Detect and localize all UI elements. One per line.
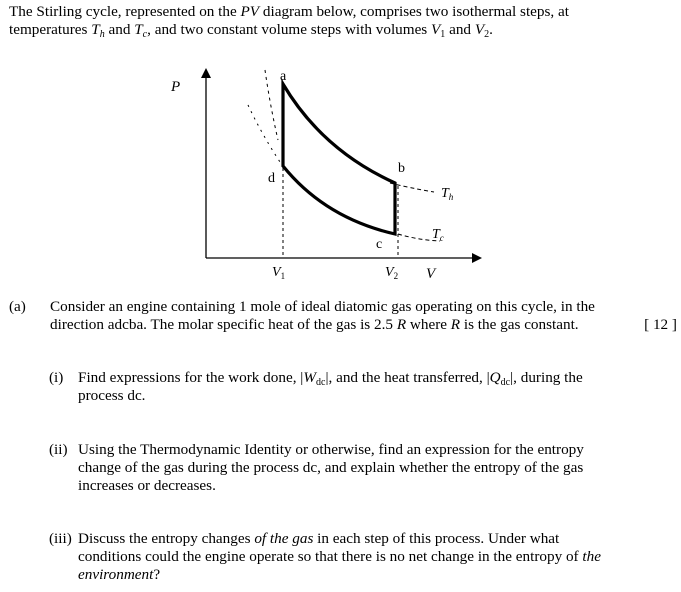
th-symbol: T xyxy=(91,21,100,38)
v1-label: $V_1$ xyxy=(272,265,286,281)
intro-line-2: temperatures $T_h$ and $T_c$, and two constant volume steps with volumes $V_1$ and $V_2$. xyxy=(9,21,493,40)
intro-line-1: The Stirling cycle, represented on the PV diagram below, comprises two isothermal steps, at xyxy=(9,3,569,20)
marks-badge: [ 12 ] xyxy=(644,316,677,333)
axis-p-label: P xyxy=(171,79,181,95)
point-b-label: b xyxy=(398,161,405,176)
v2-label: $V_2$ xyxy=(385,265,399,281)
p-axis-arrow xyxy=(201,68,211,78)
point-d-label: d xyxy=(268,171,275,186)
tc-lower-extension xyxy=(248,105,282,165)
tc-symbol: T xyxy=(134,21,143,38)
tc-label: $T_c$ xyxy=(432,227,444,243)
axis-v-label: V xyxy=(426,266,436,282)
pv-italic: PV xyxy=(240,3,260,20)
v2-symbol: V xyxy=(474,21,485,38)
v-axis-arrow xyxy=(472,253,482,263)
v1-symbol: V xyxy=(431,21,441,38)
point-c-label: c xyxy=(376,237,383,252)
th-label: $T_h$ xyxy=(441,186,454,202)
tc-isotherm-extension xyxy=(265,70,278,140)
question-a-number: (a) xyxy=(9,298,26,315)
question-a-text: Consider an engine containing 1 mole of ideal diatomic gas operating on this cycle, in the direction adcba. The molar specific heat of the gas is 2.5 R where R is the gas constant. xyxy=(50,298,595,333)
point-a-label: a xyxy=(280,69,287,84)
cycle-path xyxy=(283,84,395,234)
